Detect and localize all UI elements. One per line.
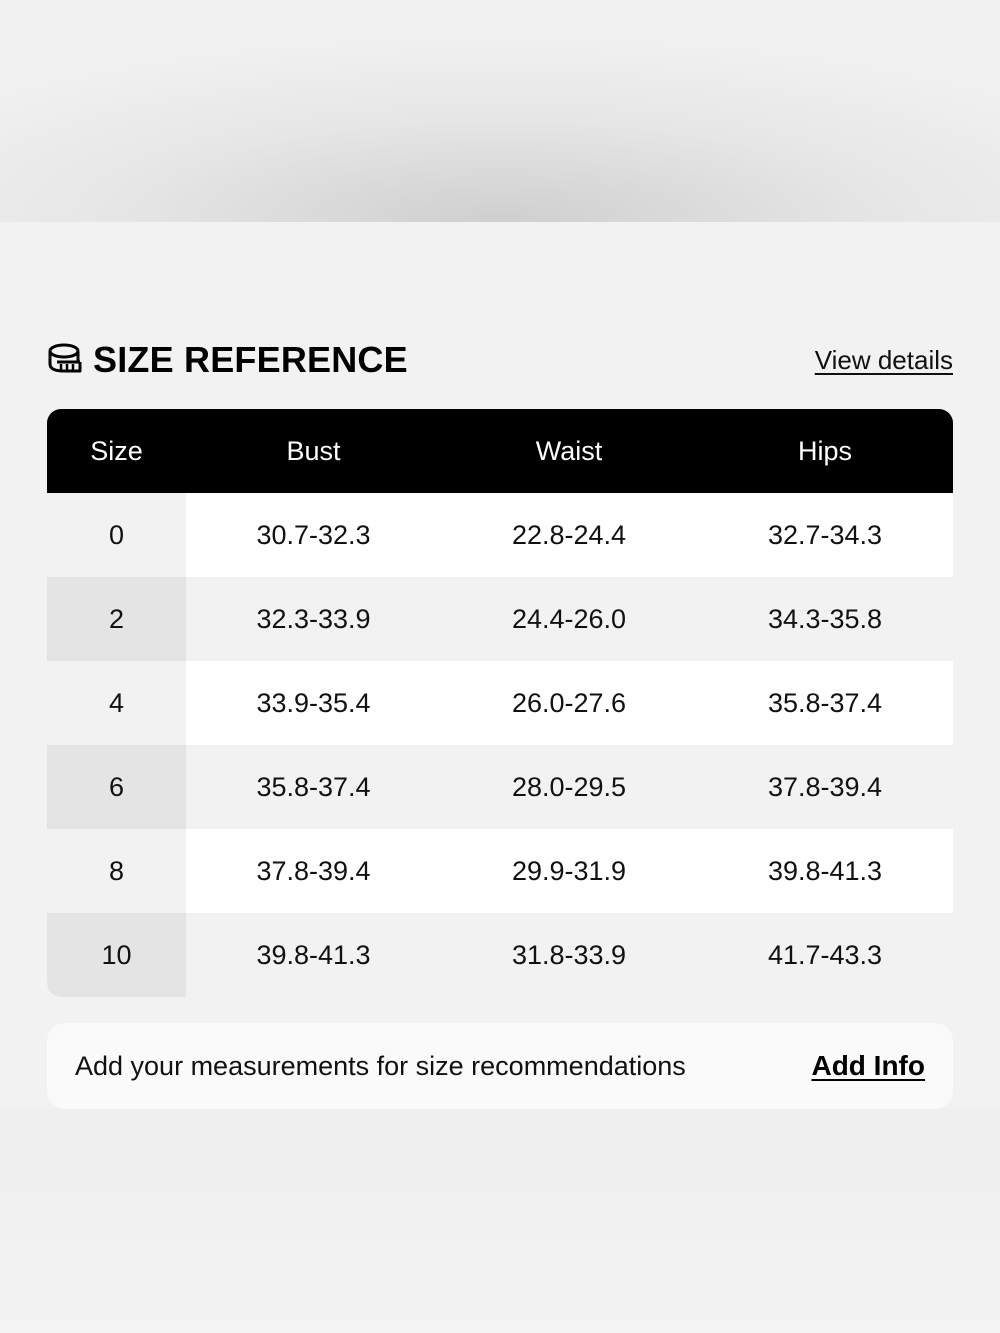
bust-cell: 37.8-39.4 xyxy=(256,855,371,886)
waist-cell: 24.4-26.0 xyxy=(441,577,697,661)
waist-cell: 26.0-27.6 xyxy=(511,687,627,718)
table-row xyxy=(47,661,953,745)
bust-cell: 35.8-37.4 xyxy=(186,745,441,829)
size-reference-header xyxy=(47,338,953,382)
waist-cell: 31.8-33.9 xyxy=(441,913,697,997)
size-cell: 8 xyxy=(47,829,186,913)
background-footer xyxy=(0,1108,1000,1333)
table-row xyxy=(47,745,953,829)
table-row xyxy=(47,493,953,577)
column-header-bust: Bust xyxy=(286,435,341,466)
title-group xyxy=(47,339,408,381)
table-header-row xyxy=(47,409,953,493)
column-header-size: Size xyxy=(90,435,143,466)
waist-cell: 29.9-31.9 xyxy=(511,855,627,886)
measuring-tape-icon xyxy=(47,342,83,378)
waist-cell: 22.8-24.4 xyxy=(511,519,627,550)
column-header-waist: Waist xyxy=(535,435,603,466)
table-row xyxy=(47,913,953,997)
add-info-button[interactable]: Add Info xyxy=(811,1050,925,1081)
hips-cell: 35.8-37.4 xyxy=(767,687,883,718)
hips-cell: 37.8-39.4 xyxy=(697,745,953,829)
bust-cell: 30.7-32.3 xyxy=(256,519,371,550)
page-title: SIZE REFERENCE xyxy=(93,339,408,380)
hips-cell: 39.8-41.3 xyxy=(767,855,883,886)
size-cell: 2 xyxy=(47,577,186,661)
table-row xyxy=(47,829,953,913)
hips-cell: 32.7-34.3 xyxy=(767,519,883,550)
waist-cell: 28.0-29.5 xyxy=(441,745,697,829)
bust-cell: 39.8-41.3 xyxy=(186,913,441,997)
size-cell: 4 xyxy=(47,661,186,745)
size-cell: 0 xyxy=(47,493,186,577)
view-details-link[interactable]: View details xyxy=(814,344,953,375)
hips-cell: 41.7-43.3 xyxy=(697,913,953,997)
column-header-hips: Hips xyxy=(797,435,852,466)
hips-cell: 34.3-35.8 xyxy=(697,577,953,661)
size-table xyxy=(47,409,953,997)
bust-cell: 32.3-33.9 xyxy=(186,577,441,661)
background-image xyxy=(0,0,1000,222)
table-row xyxy=(47,577,953,661)
measurements-prompt-text: Add your measurements for size recommendations xyxy=(75,1050,686,1081)
size-cell: 10 xyxy=(47,913,186,997)
measurements-prompt xyxy=(47,1023,953,1109)
size-cell: 6 xyxy=(47,745,186,829)
bust-cell: 33.9-35.4 xyxy=(256,687,371,718)
